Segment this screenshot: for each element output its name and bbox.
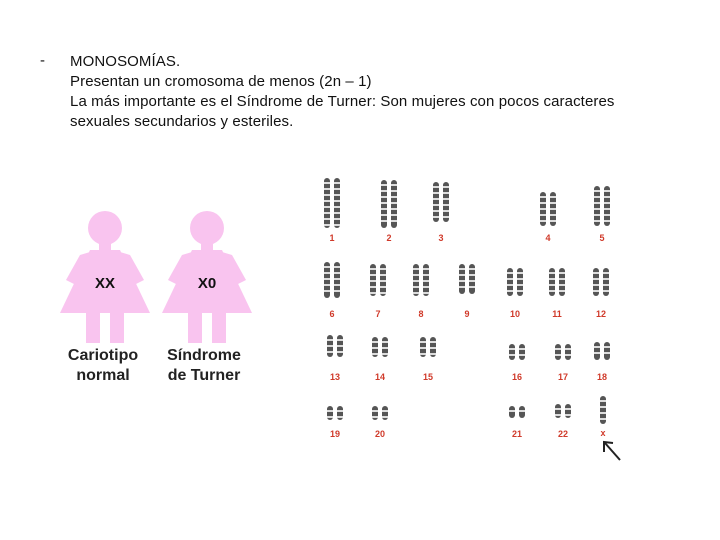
chromosome-band: [549, 272, 555, 274]
chromosome-band: [327, 351, 333, 353]
chromosome-band: [391, 202, 397, 204]
chromosome-band: [381, 208, 387, 210]
chromosome-band: [593, 290, 599, 292]
chromosome-band: [550, 196, 556, 198]
chromosome-band: [549, 290, 555, 292]
chromosome-label: 20: [374, 429, 386, 439]
chromosome-band: [559, 290, 565, 292]
chromosome-band: [469, 286, 475, 288]
chromosome-set: [324, 178, 610, 424]
chromosome-band: [372, 353, 378, 355]
chromosome-label: 19: [329, 429, 341, 439]
chromosome-band: [443, 198, 449, 200]
chromosome-band: [459, 274, 465, 276]
chromosome-label: 2: [386, 233, 392, 243]
chromosome-band: [372, 341, 378, 343]
chromosome-label: 18: [596, 372, 608, 382]
chromosome-band: [517, 272, 523, 274]
chromosome-label: 12: [595, 309, 607, 319]
chromosome-band: [334, 290, 340, 292]
chromosome-label: 21: [511, 429, 523, 439]
chromosome-band: [430, 347, 436, 349]
chromosome-band: [459, 268, 465, 270]
chromosome-band: [604, 352, 610, 354]
chromosome-band: [604, 202, 610, 204]
chromosome-band: [334, 200, 340, 202]
chromosome-band: [370, 286, 376, 288]
chromosome-band: [334, 278, 340, 280]
chromosome-band: [600, 406, 606, 408]
chromosome-band: [540, 214, 546, 216]
chromosome-pair-2: [381, 180, 397, 228]
chromosome-band: [372, 416, 378, 418]
chromosome-label: 11: [552, 309, 562, 319]
chromosome-label: 1: [329, 233, 335, 243]
chromosome-band: [594, 220, 600, 222]
chromosome-band: [391, 196, 397, 198]
chromosome-pair-1: [324, 178, 340, 228]
chromosome-label: 16: [511, 372, 523, 382]
chromosome-band: [372, 347, 378, 349]
chromosome-band: [391, 184, 397, 186]
chromosome-band: [382, 410, 388, 412]
chromosome-band: [380, 280, 386, 282]
chromosome-band: [324, 272, 330, 274]
chromosome-pair-11: [549, 268, 565, 296]
chromosome-band: [603, 290, 609, 292]
chromosome: [509, 344, 515, 360]
chromosome-label: 6: [329, 309, 335, 319]
chromosome-band: [382, 347, 388, 349]
chromosome-band: [555, 414, 561, 416]
chromosome-pair-19: [327, 406, 343, 420]
chromosome-band: [433, 204, 439, 206]
chromosome-band: [334, 218, 340, 220]
chromosome-band: [593, 284, 599, 286]
chromosome-band: [382, 353, 388, 355]
chromosome-band: [334, 212, 340, 214]
chromosome-band: [423, 280, 429, 282]
chromosome: [604, 342, 610, 360]
chromosome-band: [391, 214, 397, 216]
chromosome-band: [600, 400, 606, 402]
chromosome-band: [420, 347, 426, 349]
chromosome-band: [370, 268, 376, 270]
chromosome-band: [507, 272, 513, 274]
chromosome-band: [517, 284, 523, 286]
chromosome-band: [594, 346, 600, 348]
chromosome-label: 10: [509, 309, 521, 319]
chromosome-band: [413, 292, 419, 294]
chromosome-band: [391, 220, 397, 222]
chromosome-band: [391, 208, 397, 210]
chromosome-band: [559, 284, 565, 286]
chromosome-band: [423, 286, 429, 288]
chromosome-pair-22: [555, 404, 571, 418]
chromosome-band: [507, 284, 513, 286]
chromosome-pair-9: [459, 264, 475, 294]
chromosome-band: [507, 278, 513, 280]
chromosome-band: [381, 190, 387, 192]
chromosome-pair-5: [594, 186, 610, 226]
chromosome-band: [423, 268, 429, 270]
chromosome-band: [509, 348, 515, 350]
chromosome: [519, 344, 525, 360]
chromosome-label: 5: [599, 233, 605, 243]
chromosome-band: [549, 284, 555, 286]
chromosome-band: [334, 224, 340, 226]
chromosome-band: [594, 190, 600, 192]
chromosome-band: [324, 182, 330, 184]
chromosome-band: [372, 410, 378, 412]
girl-karyotype-x0: X0: [197, 275, 217, 292]
chromosome-band: [334, 284, 340, 286]
chromosome-band: [324, 218, 330, 220]
chromosome-band: [555, 354, 561, 356]
chromosome-band: [433, 192, 439, 194]
chromosome: [334, 178, 340, 228]
chromosome-pair-21: [509, 406, 525, 418]
chromosome-band: [517, 290, 523, 292]
caption-turner: Síndrome de Turner: [167, 347, 241, 384]
chromosome-band: [469, 280, 475, 282]
text-line: Presentan un cromosoma de menos (2n – 1): [70, 73, 372, 90]
chromosome-band: [443, 216, 449, 218]
chromosome-band: [391, 190, 397, 192]
chromosome-band: [337, 351, 343, 353]
heading-line: MONOSOMÍAS.: [70, 53, 181, 70]
chromosome-band: [413, 268, 419, 270]
chromosome-label: 13: [329, 372, 341, 382]
chromosome-band: [604, 214, 610, 216]
chromosome-band: [594, 214, 600, 216]
chromosome-pair-8: [413, 264, 429, 296]
chromosome-band: [517, 278, 523, 280]
chromosome-band: [600, 412, 606, 414]
chromosome-band: [380, 274, 386, 276]
chromosome-band: [420, 341, 426, 343]
chromosome-band: [327, 416, 333, 418]
chromosome-label: 15: [422, 372, 434, 382]
chromosome-band: [603, 284, 609, 286]
chromosome-band: [519, 410, 525, 412]
chromosome-band: [380, 268, 386, 270]
chromosome-band: [540, 196, 546, 198]
chromosome-band: [519, 354, 525, 356]
chromosome-pair-x: [600, 396, 606, 424]
chromosome-band: [324, 212, 330, 214]
arrow-icon: [604, 442, 620, 460]
chromosome-band: [327, 345, 333, 347]
chromosome-band: [459, 280, 465, 282]
chromosome-pair-4: [540, 192, 556, 226]
chromosome-band: [550, 202, 556, 204]
chromosome-band: [604, 220, 610, 222]
chromosome-band: [324, 266, 330, 268]
chromosome-band: [555, 348, 561, 350]
chromosome-band: [443, 186, 449, 188]
chromosome-band: [594, 196, 600, 198]
chromosome-band: [540, 208, 546, 210]
chromosome-band: [324, 188, 330, 190]
chromosome-band: [334, 182, 340, 184]
chromosome-band: [334, 272, 340, 274]
chromosome-band: [382, 416, 388, 418]
chromosome-band: [519, 348, 525, 350]
chromosome-band: [604, 208, 610, 210]
chromosome-band: [540, 202, 546, 204]
chromosome-band: [334, 194, 340, 196]
chromosome-band: [370, 274, 376, 276]
chromosome-label: 4: [545, 233, 551, 243]
chromosome-band: [413, 286, 419, 288]
chromosome: [324, 178, 330, 228]
chromosome-band: [540, 220, 546, 222]
chromosome-pair-20: [372, 406, 388, 420]
chromosome-band: [337, 345, 343, 347]
chromosome-band: [423, 292, 429, 294]
chromosome-band: [433, 198, 439, 200]
chromosome-band: [370, 292, 376, 294]
chromosome-band: [430, 353, 436, 355]
chromosome-band: [324, 200, 330, 202]
chromosome-band: [509, 354, 515, 356]
chromosome-band: [565, 348, 571, 350]
chromosome-band: [594, 352, 600, 354]
chromosome-band: [600, 418, 606, 420]
chromosome-band: [594, 208, 600, 210]
chromosome-band: [469, 274, 475, 276]
chromosome-band: [604, 346, 610, 348]
chromosome-band: [469, 268, 475, 270]
chromosome-label: x: [600, 428, 606, 438]
chromosome-band: [443, 192, 449, 194]
chromosome-pair-10: [507, 268, 523, 296]
chromosome-pair-14: [372, 337, 388, 357]
chromosome-pair-12: [593, 268, 609, 296]
chromosome-band: [565, 354, 571, 356]
caption-normal: Cariotipo normal: [67, 347, 139, 384]
chromosome-band: [433, 216, 439, 218]
chromosome-band: [337, 410, 343, 412]
chromosome-label: 3: [438, 233, 444, 243]
bullet-marker: -: [40, 52, 45, 69]
chromosome-band: [324, 278, 330, 280]
chromosome-band: [430, 341, 436, 343]
chromosome-band: [334, 206, 340, 208]
chromosome-band: [594, 202, 600, 204]
chromosome-pair-7: [370, 264, 386, 296]
chromosome-band: [550, 220, 556, 222]
chromosome-band: [334, 266, 340, 268]
chromosome-band: [565, 414, 571, 416]
chromosome-band: [324, 224, 330, 226]
chromosome-band: [593, 278, 599, 280]
chromosome: [565, 344, 571, 360]
chromosome-pair-6: [324, 262, 340, 298]
chromosome-band: [549, 278, 555, 280]
chromosome-band: [603, 272, 609, 274]
chromosome-band: [337, 416, 343, 418]
chromosome-pair-13: [327, 335, 343, 357]
chromosome-band: [443, 204, 449, 206]
chromosome-band: [324, 194, 330, 196]
chromosome-band: [381, 220, 387, 222]
chromosome-band: [334, 188, 340, 190]
chromosome-band: [381, 214, 387, 216]
chromosome-band: [555, 408, 561, 410]
chromosome-band: [433, 210, 439, 212]
chromosome: [594, 342, 600, 360]
chromosome-pair-16: [509, 344, 525, 360]
chromosome-band: [420, 353, 426, 355]
chromosome-band: [413, 280, 419, 282]
chromosome-band: [509, 410, 515, 412]
chromosome-band: [380, 292, 386, 294]
chromosome-band: [324, 284, 330, 286]
chromosome-band: [327, 339, 333, 341]
chromosome-band: [507, 290, 513, 292]
chromosome-label: 7: [375, 309, 381, 319]
chromosome-band: [459, 286, 465, 288]
chromosome-band: [413, 274, 419, 276]
chromosome-pair-18: [594, 342, 610, 360]
chromosome-label: 17: [557, 372, 569, 382]
chromosome-band: [423, 274, 429, 276]
chromosome-band: [559, 272, 565, 274]
chromosome-band: [550, 208, 556, 210]
chromosome-band: [443, 210, 449, 212]
chromosome-band: [327, 410, 333, 412]
chromosome: [555, 344, 561, 360]
chromosome-label: 22: [557, 429, 569, 439]
chromosome-band: [559, 278, 565, 280]
chromosome-band: [381, 196, 387, 198]
chromosome-band: [604, 190, 610, 192]
chromosome-band: [380, 286, 386, 288]
chromosome-band: [337, 339, 343, 341]
chromosome-label: 8: [418, 309, 424, 319]
chromosome-band: [593, 272, 599, 274]
chromosome-band: [381, 202, 387, 204]
chromosome-band: [550, 214, 556, 216]
text-line: sexuales secundarios y esteriles.: [70, 113, 294, 130]
chromosome-label: 14: [374, 372, 386, 382]
chromosome-band: [381, 184, 387, 186]
chromosome-pair-3: [433, 182, 449, 222]
chromosome-band: [565, 408, 571, 410]
girl-karyotype-xx: XX: [94, 275, 116, 292]
text-line: La más importante es el Síndrome de Turner: Son mujeres con pocos caracteres: [70, 93, 615, 110]
chromosome-pair-15: [420, 337, 436, 357]
chromosome-band: [324, 290, 330, 292]
chromosome-band: [382, 341, 388, 343]
chromosome-pair-17: [555, 344, 571, 360]
chromosome-band: [324, 206, 330, 208]
chromosome-band: [433, 186, 439, 188]
chromosome-band: [603, 278, 609, 280]
chromosome-band: [370, 280, 376, 282]
chromosome-label: 9: [464, 309, 470, 319]
chromosome-band: [604, 196, 610, 198]
